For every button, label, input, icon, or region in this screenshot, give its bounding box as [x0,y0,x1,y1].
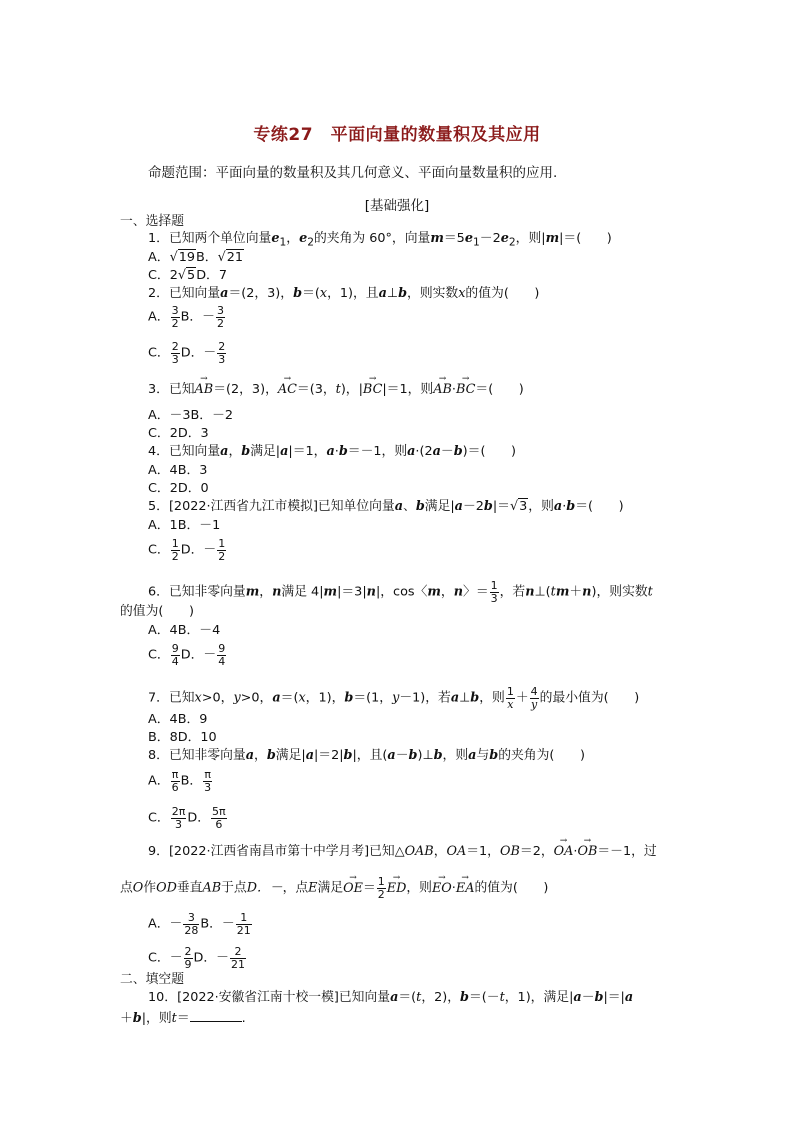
question-2-options-cd: C． $\frac{2}{3}$ D．－ $\frac{2}{3}$ [148,340,226,366]
question-8-options-cd: C． $\frac{2\pi}{3}$ D． $\frac{5\pi}{6}$ [148,805,226,831]
question-6-options-ab: A．4B．－4 [148,623,221,638]
question-3-options-cd: C．2D．3 [148,426,209,441]
question-1-options-ab: A．√19B．√21 [148,250,244,265]
question-7-options-cd: B．8D．10 [148,730,217,745]
question-3-options-ab: A．－3B．－2 [148,408,234,423]
question-7: 7．已知x>0，y>0，a＝(x，1)，b＝(1，y－1)，若a⊥b，则 $\frac{1}{x}$ ＋ $\frac{4}{y}$ 的最小值为( ) [148,685,640,711]
question-1: 1．已知两个单位向量$e_1$，$e_2$的夹角为 60°，向量$m=5e_1-2e_2$，则|m|＝( ) [148,231,612,249]
part-heading-fill: 二、填空题 [120,972,184,987]
question-9-options-cd: C．－ $\frac{2}{9}$ D．－ $\frac{2}{21}$ [148,945,245,971]
question-4: 4．已知向量a，b满足|a|＝1，a·b＝－1，则a·(2a－b)＝( ) [148,444,517,459]
question-3: 3．已知→ AB＝(2，3)，→ AC＝(3，t)，|→ BC|＝1，则→ AB·→ BC＝( ) [148,384,524,397]
question-4-options-cd: C．2D．0 [148,481,209,496]
question-1-options-cd: C．2√5D．7 [148,268,227,283]
question-9-options-ab: A．－ $\frac{3}{28}$ B．－ $\frac{1}{21}$ [148,911,251,937]
question-5: 5．[2022·江西省九江市模拟]已知单位向量a、b满足|a－2b|＝√3，则a·b＝( ) [148,499,624,514]
part-heading-choice: 一、选择题 [120,214,184,229]
question-2-options-ab: A． $\frac{3}{2}$ B．－ $\frac{3}{2}$ [148,304,224,330]
question-6: 6．已知非零向量m，n满足 4|m|＝3|n|，cos〈m，n〉＝ $\frac{1}{3}$ ，若n⊥(tm＋n)，则实数t [148,579,653,605]
page-title: 专练27 平面向量的数量积及其应用 [253,125,541,145]
scope-text: 命题范围：平面向量的数量积及其几何意义、平面向量数量积的应用. [148,165,558,181]
question-6-continued: 的值为( ) [120,604,194,619]
question-9: 9．[2022·江西省南昌市第十中学月考]已知△OAB，OA＝1，OB＝2，→ OA·→ OB＝－1，过 [148,846,657,859]
question-9-continued: 点O作OD垂直AB于点D．－，点E满足→ OE＝ $\frac{1}{2}$ → ED，则→ EO·→ EA的值为( ) [120,876,548,900]
question-10-continued: ＋b|，则t＝ . [120,1011,246,1026]
question-6-options-cd: C． $\frac{9}{4}$ D．－ $\frac{9}{4}$ [148,642,226,668]
answer-blank[interactable] [190,1021,242,1022]
question-8: 8．已知非零向量a，b满足|a|＝2|b|，且(a－b)⊥b，则a与b的夹角为( ) [148,748,585,763]
question-5-options-cd: C． $\frac{1}{2}$ D．－ $\frac{1}{2}$ [148,537,226,563]
question-10: 10．[2022·安徽省江南十校一模]已知向量a＝(t，2)，b＝(－t，1)，满足|a－b|＝|a [148,990,634,1005]
question-8-options-ab: A． $\frac{\pi}{6}$ B． $\frac{\pi}{3}$ [148,768,212,794]
section-heading: [基础强化] [364,198,430,214]
question-4-options-ab: A．4B．3 [148,463,208,478]
question-2: 2．已知向量a＝(2，3)，b＝(x，1)，且a⊥b，则实数x的值为( ) [148,286,540,301]
question-5-options-ab: A．1B．－1 [148,518,221,533]
question-7-options-ab: A．4B．9 [148,712,208,727]
